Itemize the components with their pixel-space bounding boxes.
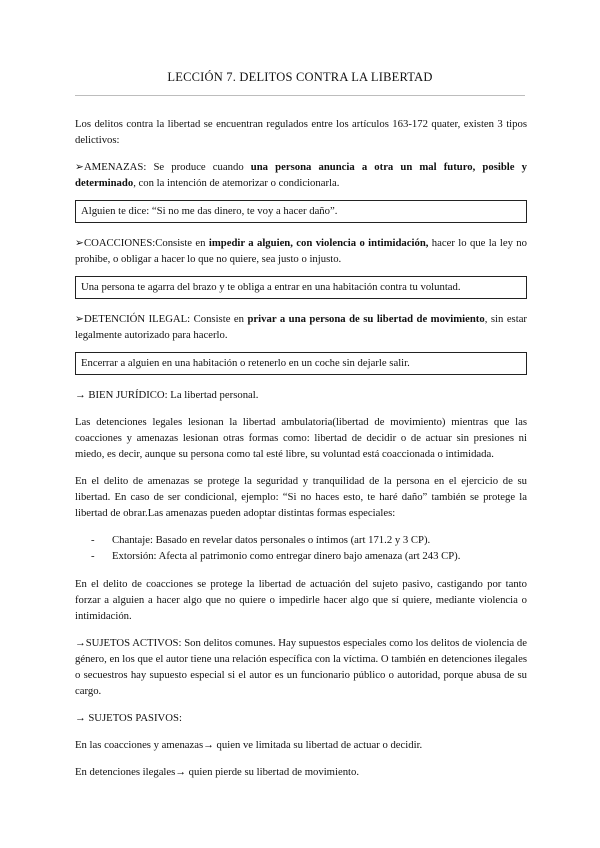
page-title: LECCIÓN 7. DELITOS CONTRA LA LIBERTAD bbox=[167, 70, 433, 84]
amenazas-bold: una persona anuncia a otra un mal futuro, posible y determinado bbox=[75, 161, 527, 189]
sujetos-activos-paragraph: →SUJETOS ACTIVOS: Son delitos comunes. Hay supuestos especiales como los delitos de violencia de género, en los que el autor tiene una relación específica con la víctima. O también en detenciones ilegales o secuestros hay supuesto especial si el autor es un funcionario público o autoridad, porque abusa de su cargo. bbox=[75, 637, 527, 697]
formas-list bbox=[75, 532, 527, 564]
coacciones-example-box: Una persona te agarra del brazo y te obliga a entrar en una habitación contra tu voluntad. bbox=[75, 276, 527, 299]
list-item: - Extorsión: Afecta al patrimonio como entregar dinero bajo amenaza (art 243 CP). bbox=[91, 550, 461, 562]
detencion-bold: privar a una persona de su libertad de movimiento bbox=[247, 313, 485, 325]
arrow-bullet-icon: ➢ bbox=[75, 161, 84, 173]
arrow-bullet-icon: ➢ bbox=[75, 237, 84, 249]
amenazas-definition: ➢AMENAZAS: Se produce cuando una persona anuncia a otra un mal futuro, posible y determinado, con la intención de atemorizar o condicionarla. bbox=[75, 161, 527, 189]
sujeto-pasivo-coacciones: En las coacciones y amenazas→ quien ve limitada su libertad de actuar o decidir. bbox=[75, 739, 423, 751]
coacciones-bold: impedir a alguien, con violencia o intimidación, bbox=[208, 237, 429, 249]
bien-juridico-heading: → BIEN JURÍDICO: La libertad personal. bbox=[75, 389, 259, 401]
coacciones-label: COACCIONES bbox=[83, 237, 153, 249]
coacciones-paragraph: En el delito de coacciones se protege la libertad de actuación del sujeto pasivo, castigando por tanto forzar a alguien a hacer algo que no quiere o impedirle hacer algo que sí quiere, mediante violencia o intimidación. bbox=[75, 578, 527, 622]
detencion-label: DETENCIÓN ILEGAL bbox=[83, 313, 188, 325]
title-divider bbox=[75, 95, 525, 96]
detencion-example-box: Encerrar a alguien en una habitación o retenerlo en un coche sin dejarle salir. bbox=[75, 352, 527, 375]
intro-paragraph: Los delitos contra la libertad se encuentran regulados entre los artículos 163-172 quater, existen 3 tipos delictivos: bbox=[75, 118, 527, 146]
list-item: - Chantaje: Basado en revelar datos personales o íntimos (art 171.2 y 3 CP). bbox=[91, 534, 431, 546]
amenazas-paragraph: En el delito de amenazas se protege la seguridad y tranquilidad de la persona en el ejercicio de su libertad. En caso de ser condicional, ejemplo: “Si no haces esto, te haré daño” también se protege la libertad de obrar.Las amenazas pueden adoptar distintas formas especiales: bbox=[75, 475, 527, 519]
detencion-definition: ➢DETENCIÓN ILEGAL: Consiste en privar a una persona de su libertad de movimiento, sin estar legalmente autorizado para hacerlo. bbox=[75, 313, 527, 341]
sujeto-pasivo-detenciones: En detenciones ilegales→ quien pierde su libertad de movimiento. bbox=[75, 766, 360, 778]
amenazas-label: AMENAZAS bbox=[83, 161, 144, 173]
arrow-bullet-icon: ➢ bbox=[75, 313, 84, 325]
detenciones-paragraph: Las detenciones legales lesionan la libertad ambulatoria(libertad de movimiento) mientras que las coacciones y amenazas lesionan otras formas como: libertad de decidir o de actuar sin presiones ni miedo, es decir, aunque su persona como tal esté libre, su voluntad está coaccionada o intimidada. bbox=[75, 416, 527, 460]
coacciones-definition: ➢COACCIONES:Consiste en impedir a alguien, con violencia o intimidación, hacer lo que la ley no prohibe, o obligar a hacer lo que no quiere, sea justo o injusto. bbox=[75, 237, 527, 265]
document-body bbox=[75, 116, 527, 791]
amenazas-example-box: Alguien te dice: “Si no me das dinero, te voy a hacer daño”. bbox=[75, 200, 527, 223]
dash-bullet: - bbox=[91, 534, 95, 546]
sujetos-pasivos-heading: → SUJETOS PASIVOS: bbox=[75, 712, 182, 724]
dash-bullet: - bbox=[91, 550, 95, 562]
